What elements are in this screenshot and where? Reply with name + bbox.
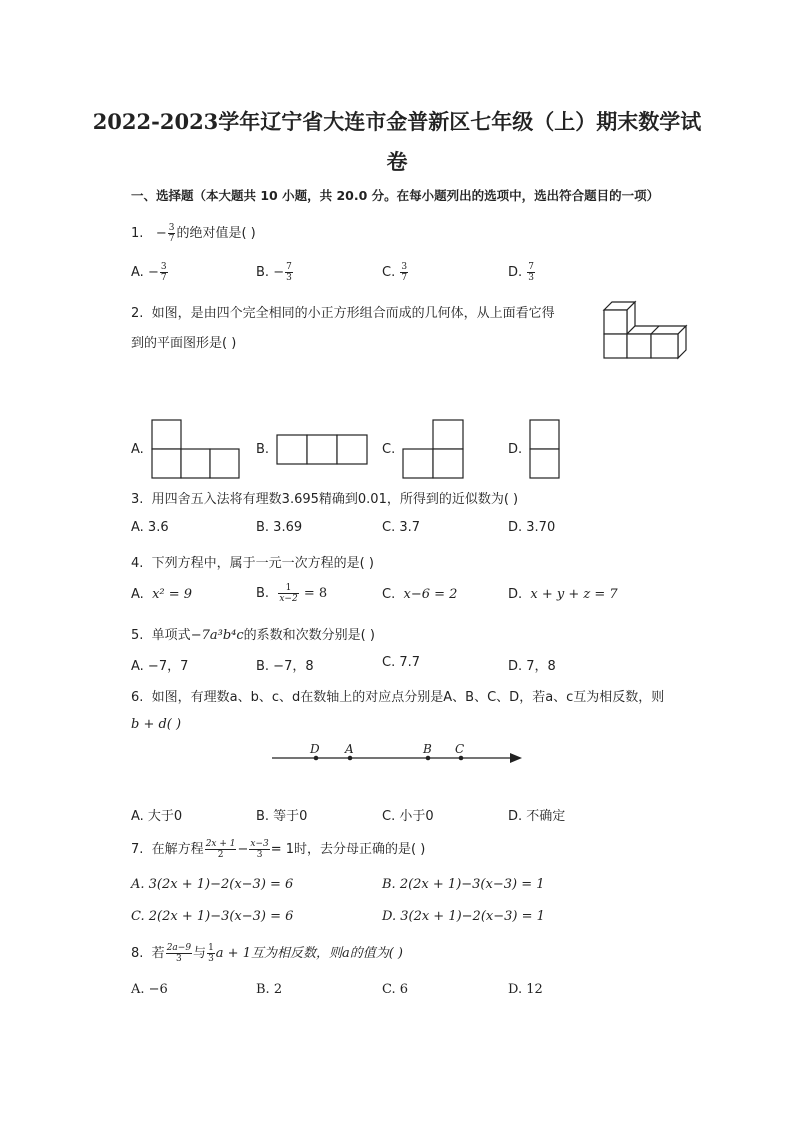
q8-option-a[interactable]: A. −6 xyxy=(131,982,168,997)
point-a xyxy=(348,756,353,761)
q2-option-b-label[interactable]: B. xyxy=(256,442,270,457)
label-d: D xyxy=(310,742,320,756)
q6-option-c[interactable]: C. 小于0 xyxy=(382,809,434,824)
point-b xyxy=(426,756,431,761)
q4-option-d[interactable]: D. x + y + z = 7 xyxy=(508,587,618,602)
q7-option-c[interactable]: C. 2(2x + 1)−3(x−3) = 6 xyxy=(131,909,294,924)
q3-option-b[interactable]: B. 3.69 xyxy=(256,520,303,535)
q2-option-a-figure[interactable] xyxy=(151,419,241,479)
q8-option-d[interactable]: D. 12 xyxy=(508,982,543,997)
question-text: 下列方程中，属于一元一次方程的是( ) xyxy=(151,556,374,571)
section-heading: 一、选择题（本大题共 10 小题，共 20.0 分。在每小题列出的选项中，选出符合题目的一项） xyxy=(131,188,660,203)
q3-option-a[interactable]: A. 3.6 xyxy=(131,520,169,535)
q5-option-d[interactable]: D. 7，8 xyxy=(508,659,556,674)
question-7: 7. 在解方程 $\frac{2x + 1}{2}$ − $\frac{x-3}{3}$ = 1时，去分母正确的是( ) xyxy=(131,839,426,860)
exam-title-line2: 卷 xyxy=(386,149,408,174)
q5-option-c[interactable]: C. 7.7 xyxy=(382,655,421,670)
q2-solid-figure xyxy=(600,300,692,362)
q8-option-c[interactable]: C. 6 xyxy=(382,982,409,997)
question-4 xyxy=(131,552,374,571)
fraction: $\frac{3}{7}$ xyxy=(168,223,175,244)
question-text: 如图，是由四个完全相同的小正方形组合而成的几何体，从上面看它得 xyxy=(151,306,555,321)
q4-option-b[interactable]: B. $\frac{1}{x-2}$ = 8 xyxy=(256,583,328,604)
question-3 xyxy=(131,488,518,507)
q6-option-d[interactable]: D. 不确定 xyxy=(508,809,566,824)
q2-option-b-figure[interactable] xyxy=(276,434,368,466)
question-number: 6. xyxy=(131,690,144,705)
exam-title-line1: 2022-2023学年辽宁省大连市金普新区七年级（上）期末数学试 xyxy=(92,109,702,134)
question-8: 8. 若 $\frac{2a-9}{3}$ 与 $\frac{1}{3}$ a + 1互为相反数，则a的值为( ) xyxy=(131,943,404,964)
q2-option-c-label[interactable]: C. xyxy=(382,442,396,457)
q7-option-d[interactable]: D. 3(2x + 1)−2(x−3) = 1 xyxy=(382,909,545,924)
number-line xyxy=(270,738,526,768)
q7-option-b[interactable]: B. 2(2x + 1)−3(x−3) = 1 xyxy=(382,877,545,892)
q6-option-a[interactable]: A. 大于0 xyxy=(131,809,183,824)
q2-option-d-label[interactable]: D. xyxy=(508,442,523,457)
question-number: 5. xyxy=(131,628,144,643)
q8-option-b[interactable]: B. 2 xyxy=(256,982,283,997)
question-number: 4. xyxy=(131,556,144,571)
question-number: 3. xyxy=(131,492,144,507)
q7-option-a[interactable]: A. 3(2x + 1)−2(x−3) = 6 xyxy=(131,877,294,892)
question-2-line2: 到的平面图形是( ) xyxy=(131,336,237,351)
q2-option-d-figure[interactable] xyxy=(529,419,561,479)
question-number: 1. xyxy=(131,226,144,241)
point-c xyxy=(459,756,464,761)
q2-option-c-figure[interactable] xyxy=(402,419,464,479)
q3-option-d[interactable]: D. 3.70 xyxy=(508,520,556,535)
question-5: 5. 单项式−7a³b⁴c的系数和次数分别是( ) xyxy=(131,628,375,643)
question-number: 8. xyxy=(131,946,144,961)
monomial-expression: −7a³b⁴c xyxy=(190,628,244,643)
arrow-head-icon xyxy=(510,753,522,763)
question-text: 用四舍五入法将有理数3.695精确到0.01，所得到的近似数为( ) xyxy=(151,492,519,507)
q5-option-b[interactable]: B. −7，8 xyxy=(256,659,314,674)
label-c: C xyxy=(455,742,465,756)
q1-option-a[interactable]: A. − $\frac{3}{7}$ xyxy=(131,262,167,283)
q4-option-a[interactable]: A. x² = 9 xyxy=(131,587,193,602)
q3-option-c[interactable]: C. 3.7 xyxy=(382,520,421,535)
q5-option-a[interactable]: A. −7，7 xyxy=(131,659,189,674)
question-6 xyxy=(131,686,664,705)
q1-option-d[interactable]: D. $\frac{7}{3}$ xyxy=(508,262,535,283)
q6-option-b[interactable]: B. 等于0 xyxy=(256,809,308,824)
q4-option-c[interactable]: C. x−6 = 2 xyxy=(382,587,458,602)
question-6-line2: b + d( ) xyxy=(131,717,182,732)
question-number: 2. xyxy=(131,306,144,321)
question-1: 1. − $\frac{3}{7}$ 的绝对值是( ) xyxy=(131,223,256,244)
label-a: A xyxy=(345,742,354,756)
q1-option-c[interactable]: C. $\frac{3}{7}$ xyxy=(382,262,408,283)
question-text: 的绝对值是( ) xyxy=(176,226,256,241)
question-2 xyxy=(131,302,555,321)
question-text: 如图，有理数a、b、c、d在数轴上的对应点分别是A、B、C、D，若a、c互为相反数，则 xyxy=(151,690,665,705)
question-number: 7. xyxy=(131,842,144,857)
point-d xyxy=(314,756,319,761)
label-b: B xyxy=(423,742,432,756)
q1-option-b[interactable]: B. − $\frac{7}{3}$ xyxy=(256,262,292,283)
q2-option-a-label[interactable]: A. xyxy=(131,442,144,457)
